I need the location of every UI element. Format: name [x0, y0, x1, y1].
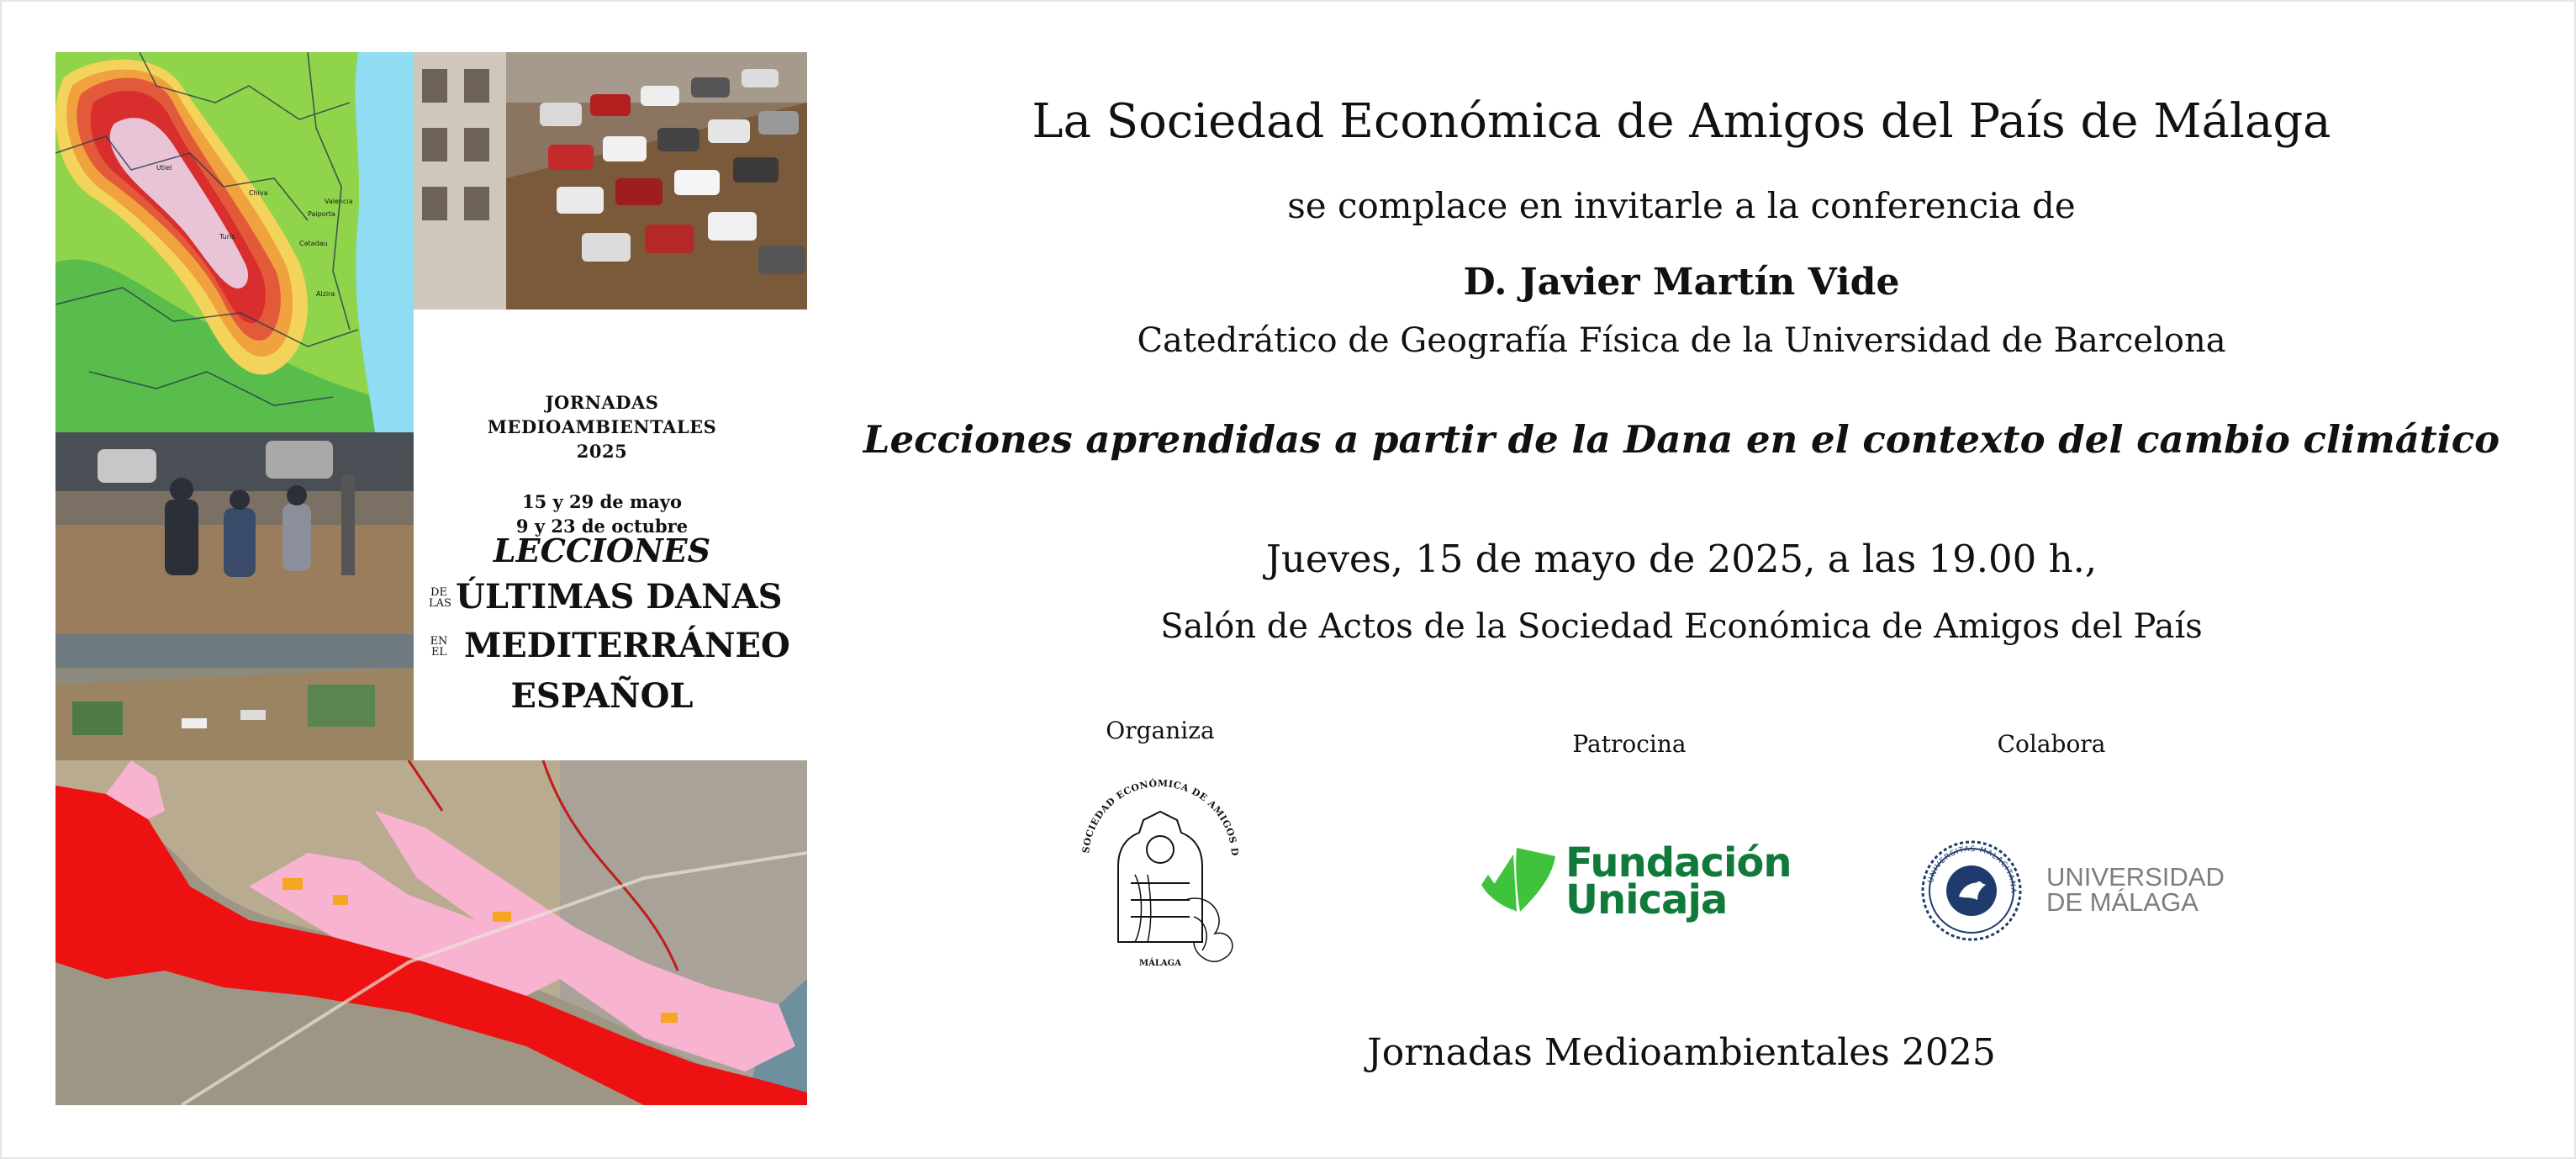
- svg-text:Paiporta: Paiporta: [308, 210, 335, 218]
- uma-seal-arc-text: UNIVERSITAS MALACITANA: [1926, 844, 2018, 894]
- poster-small-las: LAS: [429, 597, 451, 610]
- flood-satellite-map: [55, 760, 807, 1105]
- poster-series-line2: MEDIOAMBIENTALES: [487, 416, 717, 437]
- svg-text:Valencia: Valencia: [325, 198, 353, 205]
- svg-text:Turís: Turís: [219, 233, 235, 241]
- unicaja-wordmark: [1565, 839, 1792, 923]
- event-venue: Salón de Actos de la Sociedad Económica de Amigos del País: [1160, 607, 2203, 646]
- talk-title: Lecciones aprendidas a partir de la Dana en el contexto del cambio climático: [863, 417, 2500, 462]
- poster-small-el: EL: [430, 646, 447, 659]
- svg-text:Chiva: Chiva: [249, 189, 268, 197]
- sociedad-economica-seal-logo: [1068, 774, 1253, 979]
- poster-title-lecciones: LECCIONES: [493, 532, 711, 569]
- invite-line: se complace en invitarle a la conferencia de: [1287, 185, 2076, 226]
- unicaja-line1: Fundación: [1565, 839, 1792, 886]
- colabora-label: Colabora: [1997, 730, 2106, 758]
- event-date-time: Jueves, 15 de mayo de 2025, a las 19.00 h.,: [1265, 537, 2098, 581]
- svg-text:Alzira: Alzira: [316, 290, 335, 298]
- svg-text:Utiel: Utiel: [156, 164, 172, 172]
- event-poster: [55, 52, 807, 1105]
- patrocina-label: Patrocina: [1572, 730, 1687, 758]
- precipitation-map-image: [55, 52, 414, 432]
- unicaja-leaf-icon: [1480, 844, 1560, 917]
- poster-series-line3: 2025: [576, 441, 628, 462]
- footer-series-title: Jornadas Medioambientales 2025: [1367, 1031, 1996, 1074]
- poster-title-ultimas: ÚLTIMAS DANAS: [456, 577, 783, 617]
- uma-line2: DE MÁLAGA: [2046, 887, 2199, 917]
- uma-line1: UNIVERSIDAD: [2046, 862, 2225, 892]
- poster-dates-line1: 15 y 29 de mayo: [522, 491, 682, 512]
- poster-small-de: DE: [430, 586, 447, 599]
- flooded-street-people-photo: [55, 432, 414, 634]
- poster-title-espanol: ESPAÑOL: [510, 676, 694, 716]
- unicaja-line2: Unicaja: [1565, 876, 1728, 923]
- poster-title-line-mediterraneo: [414, 626, 807, 673]
- fundacion-unicaja-logo: [1480, 844, 1560, 920]
- seal-arc-text: SOCIEDAD ECONÓMICA DE AMIGOS D: [1080, 777, 1241, 857]
- society-heading: La Sociedad Económica de Amigos del País de Málaga: [1032, 94, 2331, 149]
- organiza-label: Organiza: [1106, 717, 1215, 744]
- poster-series-label: [414, 390, 790, 463]
- poster-small-en: EN: [430, 635, 448, 648]
- poster-title-block: [414, 310, 807, 760]
- poster-series-line1: JORNADAS: [545, 392, 659, 413]
- universidad-malaga-seal-logo: [1917, 838, 2026, 947]
- aerial-flood-photo: [55, 634, 414, 760]
- poster-title-mediterraneo: MEDITERRÁNEO: [464, 626, 790, 665]
- speaker-name: D. Javier Martín Vide: [1463, 261, 1900, 304]
- svg-text:Catadau: Catadau: [299, 240, 328, 247]
- speaker-role: Catedrático de Geografía Física de la Universidad de Barcelona: [1137, 321, 2226, 360]
- uma-wordmark: [2046, 862, 2225, 917]
- poster-title-line-ultimas: [414, 577, 807, 624]
- poster-dates-line2: 9 y 23 de octubre: [515, 516, 689, 537]
- seal-city-text: MÁLAGA: [1139, 959, 1181, 968]
- flood-cars-photo: [414, 52, 807, 310]
